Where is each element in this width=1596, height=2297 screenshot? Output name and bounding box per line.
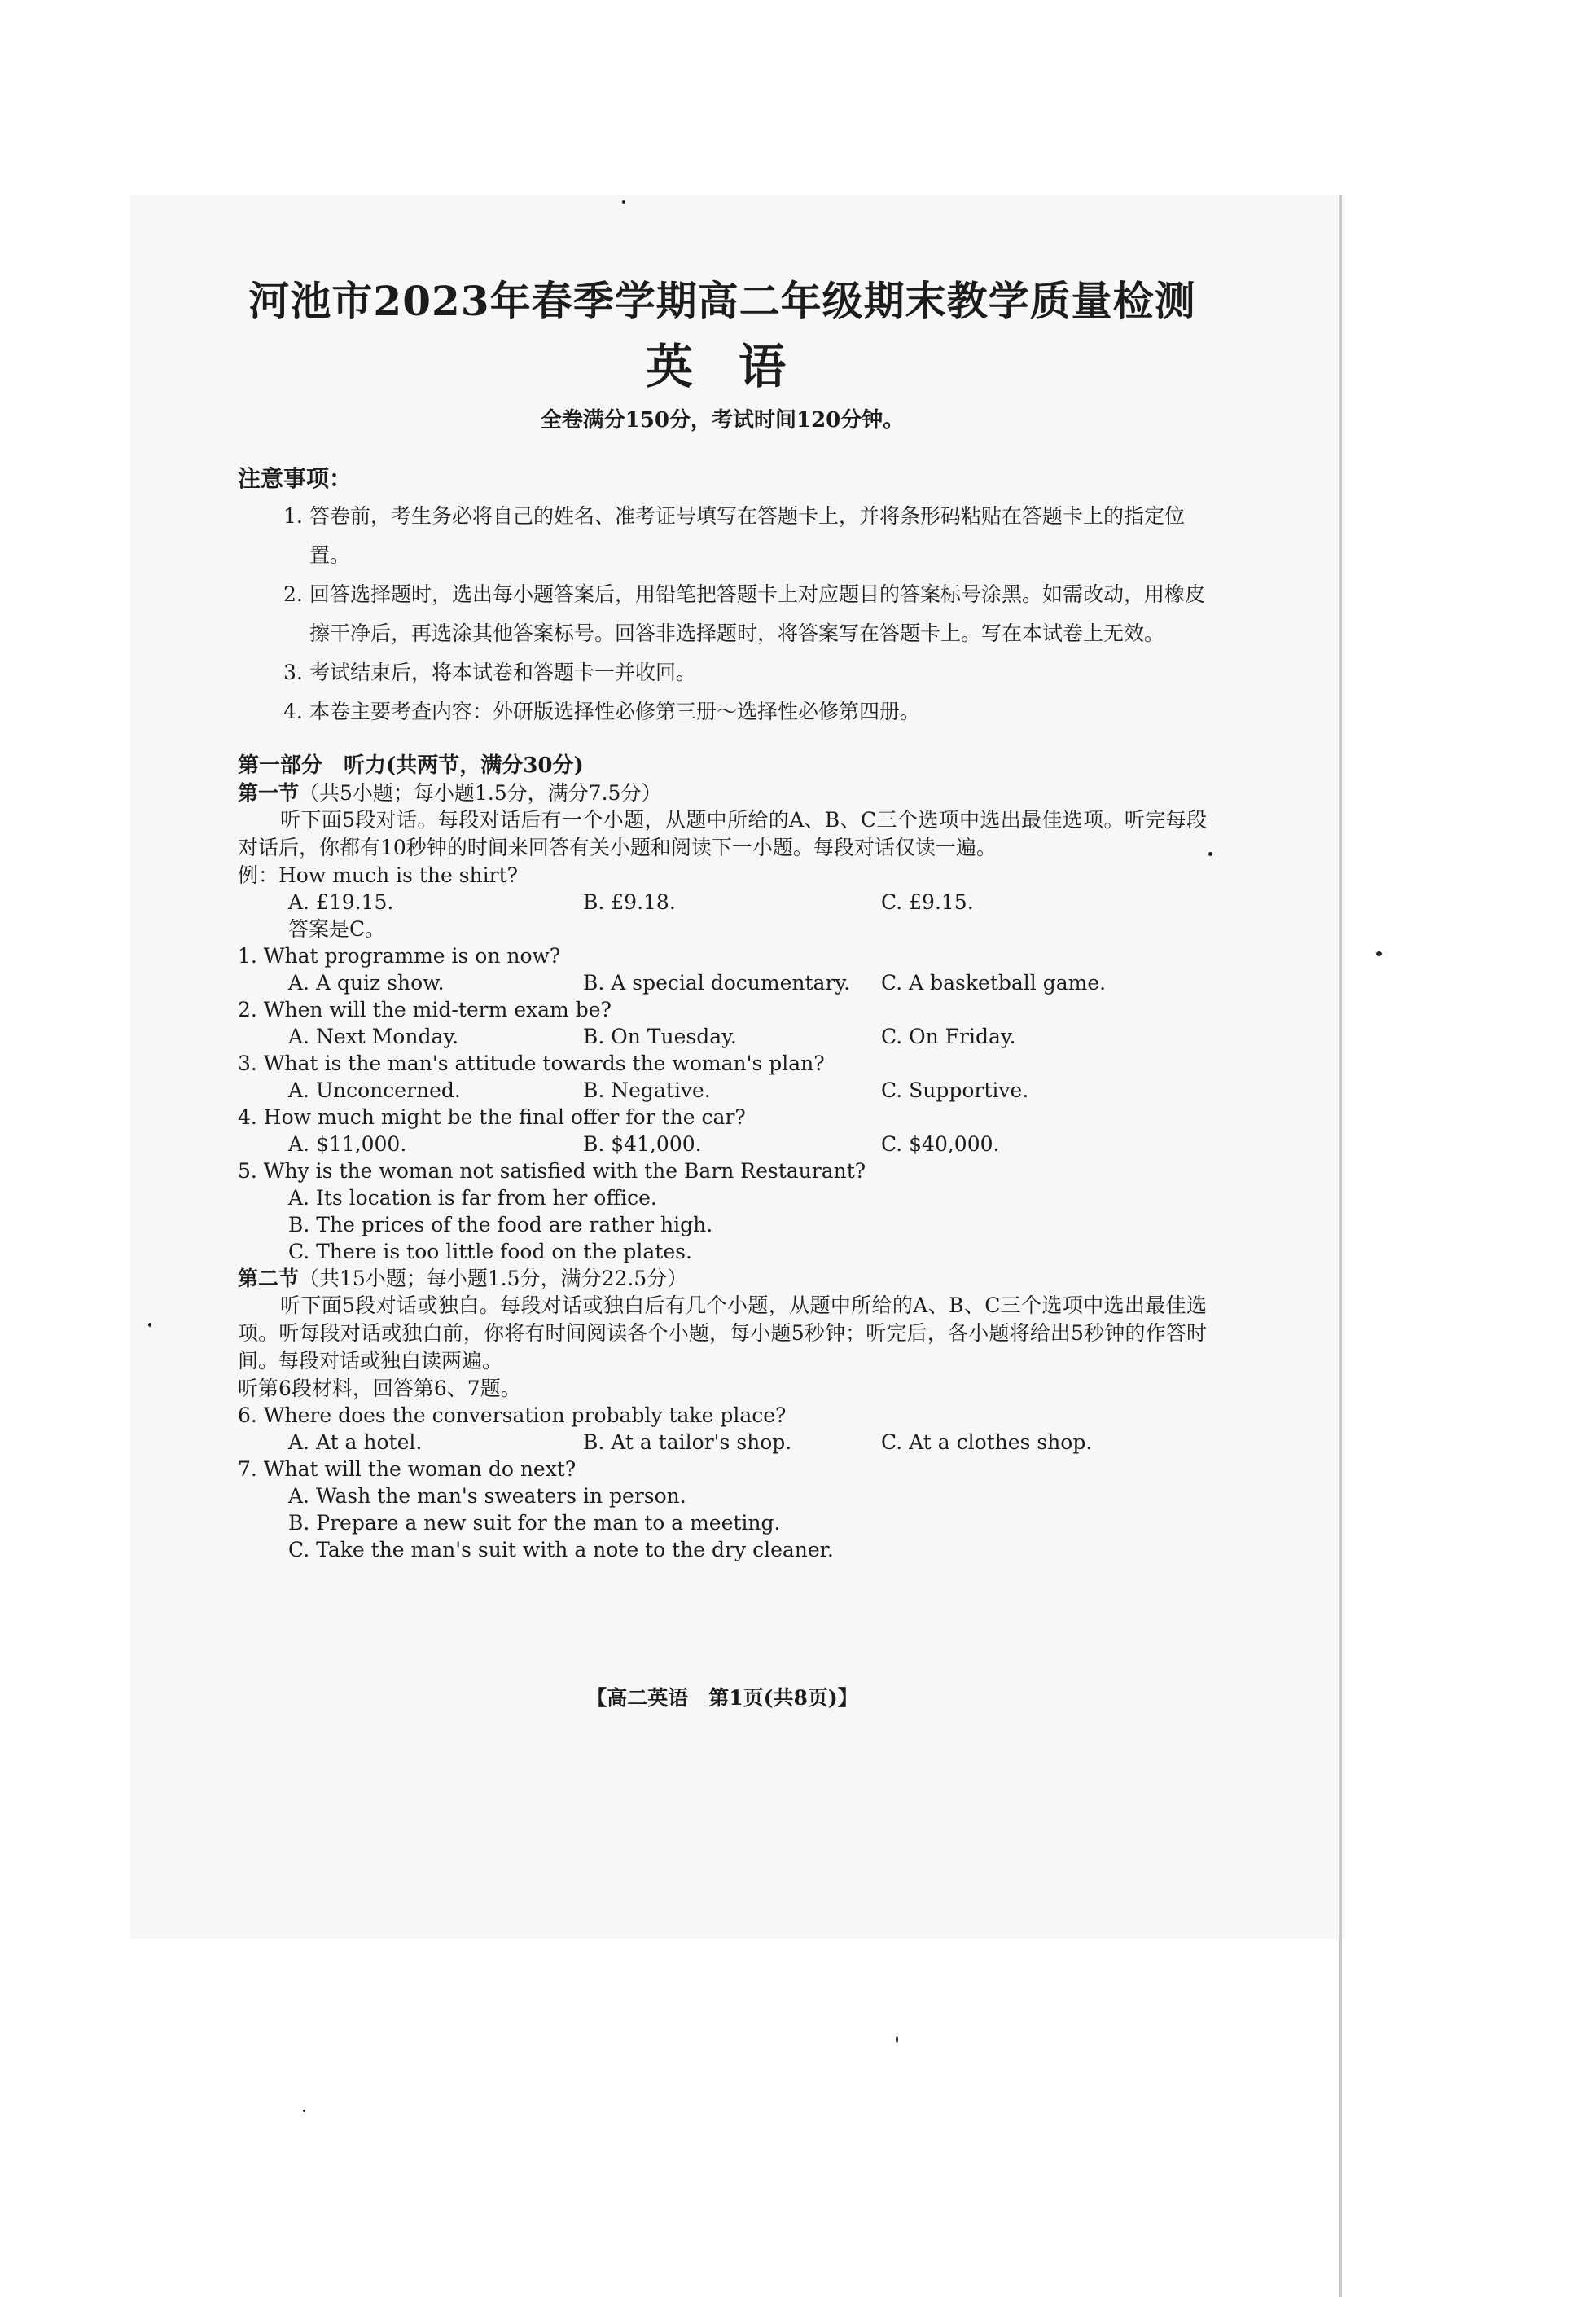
notes-heading: 注意事项： [238,465,353,492]
option-b: B. £9.18. [583,890,676,914]
exam-subtitle: 全卷满分150分，考试时间120分钟。 [540,408,905,433]
question-2-options [288,1023,1207,1050]
option-a: A. Next Monday. [288,1025,459,1048]
question-4: 4. How much might be the final offer for the car? [238,1105,746,1129]
page-edge-shadow [1340,195,1342,2297]
section2-label: 第二节 [238,1267,300,1290]
note-item [283,692,1207,731]
example-answer: 答案是C。 [288,917,386,941]
note-item [283,497,1207,575]
note-item [283,575,1207,653]
option-b: B. On Tuesday. [583,1025,737,1048]
option-a: A. Its location is far from her office. [288,1186,657,1210]
option-b: B. Negative. [583,1078,711,1102]
option-b: B. $41,000. [583,1132,702,1156]
section2-instruction: 听下面5段对话或独白。每段对话或独白后有几个小题，从题中所给的A、B、C三个选项中选出最佳选项。听每段对话或独白前，你将有时间阅读各个小题，每小题5秒钟；听完后，各小题将给出5秒钟的作答时间。每段对话或独白读两遍。 [238,1293,1207,1372]
question-7: 7. What will the woman do next? [238,1457,577,1481]
exam-content [238,269,1207,1710]
option-b: B. A special documentary. [583,971,851,995]
exam-subject: 英语 [645,339,831,394]
option-c: C. There is too little food on the plates. [288,1240,692,1263]
material-note: 听第6段材料，回答第6、7题。 [238,1377,521,1400]
question-6-options [288,1429,1207,1456]
option-c: C. On Friday. [881,1025,1016,1048]
scan-speck [148,1323,151,1327]
example-options [288,889,1207,916]
scan-speck [1208,852,1212,856]
option-c: C. Take the man's suit with a note to the dry cleaner. [288,1538,834,1561]
option-c: C. At a clothes shop. [881,1430,1093,1454]
scan-speck [1376,951,1382,956]
note-text: 本卷主要考查内容：外研版选择性必修第三册～选择性必修第四册。 [309,700,921,723]
scan-speck [303,2110,305,2112]
scan-speck [622,200,625,204]
question-5: 5. Why is the woman not satisfied with the Barn Restaurant? [238,1159,866,1183]
part1-heading: 第一部分 听力(共两节，满分30分) [238,753,584,778]
section1-desc: （共5小题；每小题1.5分，满分7.5分） [299,781,662,805]
example-question: 例：How much is the shirt? [238,863,519,887]
option-a: A. A quiz show. [288,971,445,995]
exam-title: 河池市2023年春季学期高二年级期末教学质量检测 [248,277,1196,325]
option-a: A. £19.15. [288,890,394,914]
note-number: 3. [283,661,303,684]
option-c: C. Supportive. [881,1078,1029,1102]
option-a: A. Unconcerned. [288,1078,461,1102]
question-1-options [288,969,1207,996]
option-c: C. A basketball game. [881,971,1107,995]
question-3-options [288,1077,1207,1104]
section2-desc: （共15小题；每小题1.5分，满分22.5分） [299,1267,688,1290]
option-b: B. The prices of the food are rather high. [288,1213,713,1236]
question-1: 1. What programme is on now? [238,944,561,968]
section1-label: 第一节 [238,781,300,805]
question-3: 3. What is the man's attitude towards the woman's plan? [238,1052,825,1075]
note-number: 2. [283,582,303,606]
note-number: 1. [283,504,303,528]
page-footer: 【高二英语 第1页(共8页)】 [586,1686,858,1710]
note-text: 考试结束后，将本试卷和答题卡一并收回。 [309,661,697,684]
scan-speck [896,2036,898,2043]
question-6: 6. Where does the conversation probably take place? [238,1403,787,1427]
note-text: 回答选择题时，选出每小题答案后，用铅笔把答题卡上对应题目的答案标号涂黑。如需改动，用橡皮擦干净后，再选涂其他答案标号。回答非选择题时，将答案写在答题卡上。写在本试卷上无效。 [309,582,1206,645]
option-c: C. £9.15. [881,890,974,914]
question-2: 2. When will the mid-term exam be? [238,998,612,1021]
option-a: A. At a hotel. [288,1430,423,1454]
option-a: A. $11,000. [288,1132,407,1156]
option-c: C. $40,000. [881,1132,1000,1156]
section1-heading [238,780,1207,806]
note-text: 答卷前，考生务必将自己的姓名、准考证号填写在答题卡上，并将条形码粘贴在答题卡上的指定位置。 [309,504,1186,567]
option-b: B. Prepare a new suit for the man to a meeting. [288,1511,781,1535]
note-item [283,653,1207,692]
note-number: 4. [283,700,303,723]
section2-heading [238,1265,1207,1292]
option-b: B. At a tailor's shop. [583,1430,792,1454]
option-a: A. Wash the man's sweaters in person. [288,1484,686,1508]
question-4-options [288,1131,1207,1157]
section1-instruction: 听下面5段对话。每段对话后有一个小题，从题中所给的A、B、C三个选项中选出最佳选项。听完每段对话后，你都有10秒钟的时间来回答有关小题和阅读下一小题。每段对话仅读一遍。 [238,808,1207,859]
